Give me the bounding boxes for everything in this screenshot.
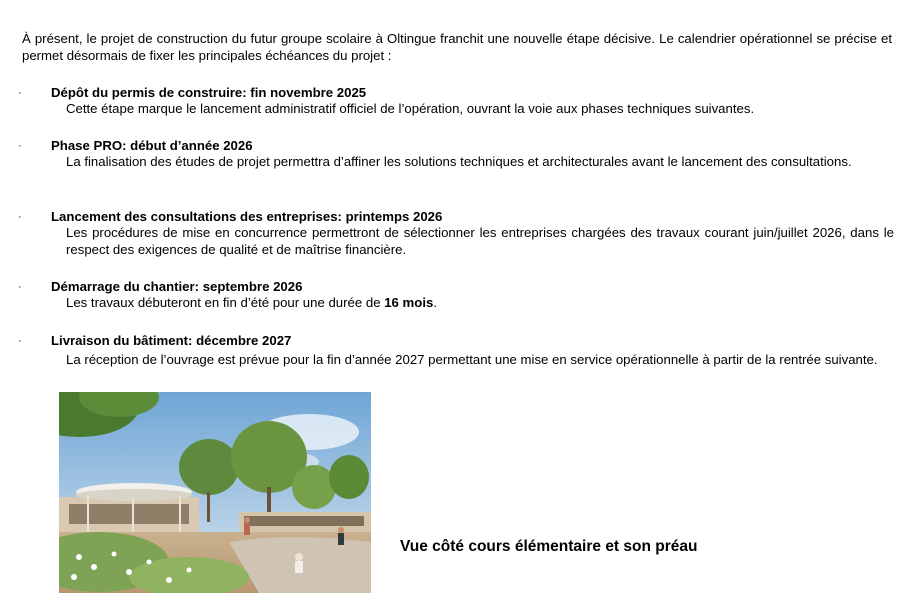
duration-emphasis: 16 mois [384, 295, 434, 310]
description-text: Les travaux débuteront en fin d’été pour une durée de [66, 295, 385, 310]
milestone-title: Lancement des consultations des entreprises: printemps 2026 [51, 209, 443, 224]
bullet-marker: · [18, 87, 22, 99]
milestone-description: Cette étape marque le lancement administratif officiel de l’opération, ouvrant la voie aux phases techniques suivantes. [66, 101, 755, 116]
milestone-description [66, 294, 894, 311]
milestone-description: La finalisation des études de projet permettra d’affiner les solutions techniques et architecturales avant le lancement des consultations. [66, 154, 852, 169]
milestone-title: Démarrage du chantier: septembre 2026 [51, 279, 303, 294]
bullet-marker: · [18, 281, 22, 293]
milestone-description: La réception de l’ouvrage est prévue pour la fin d’année 2027 permettant une mise en service opérationnelle à partir de la rentrée suivante. [66, 352, 878, 367]
milestone-title: Livraison du bâtiment: décembre 2027 [51, 333, 292, 348]
school-rendering-image [59, 392, 371, 593]
bullet-marker: · [18, 140, 22, 152]
image-caption: Vue côté cours élémentaire et son préau [400, 538, 698, 555]
description-end: . [433, 295, 437, 310]
milestone-title: Dépôt du permis de construire: fin novembre 2025 [51, 85, 367, 100]
milestone-description: Les procédures de mise en concurrence permettront de sélectionner les entreprises chargées des travaux courant juin/juillet 2026, dans le respect des exigences de qualité et de maîtrise financière. [66, 225, 894, 257]
milestone-title: Phase PRO: début d’année 2026 [51, 138, 253, 153]
bullet-marker: · [18, 335, 22, 347]
intro-paragraph: À présent, le projet de construction du futur groupe scolaire à Oltingue franchit une nouvelle étape décisive. Le calendrier opérationnel se précise et permet désormais de fixer les principales échéances du projet : [22, 31, 892, 63]
bullet-marker: · [18, 211, 22, 223]
